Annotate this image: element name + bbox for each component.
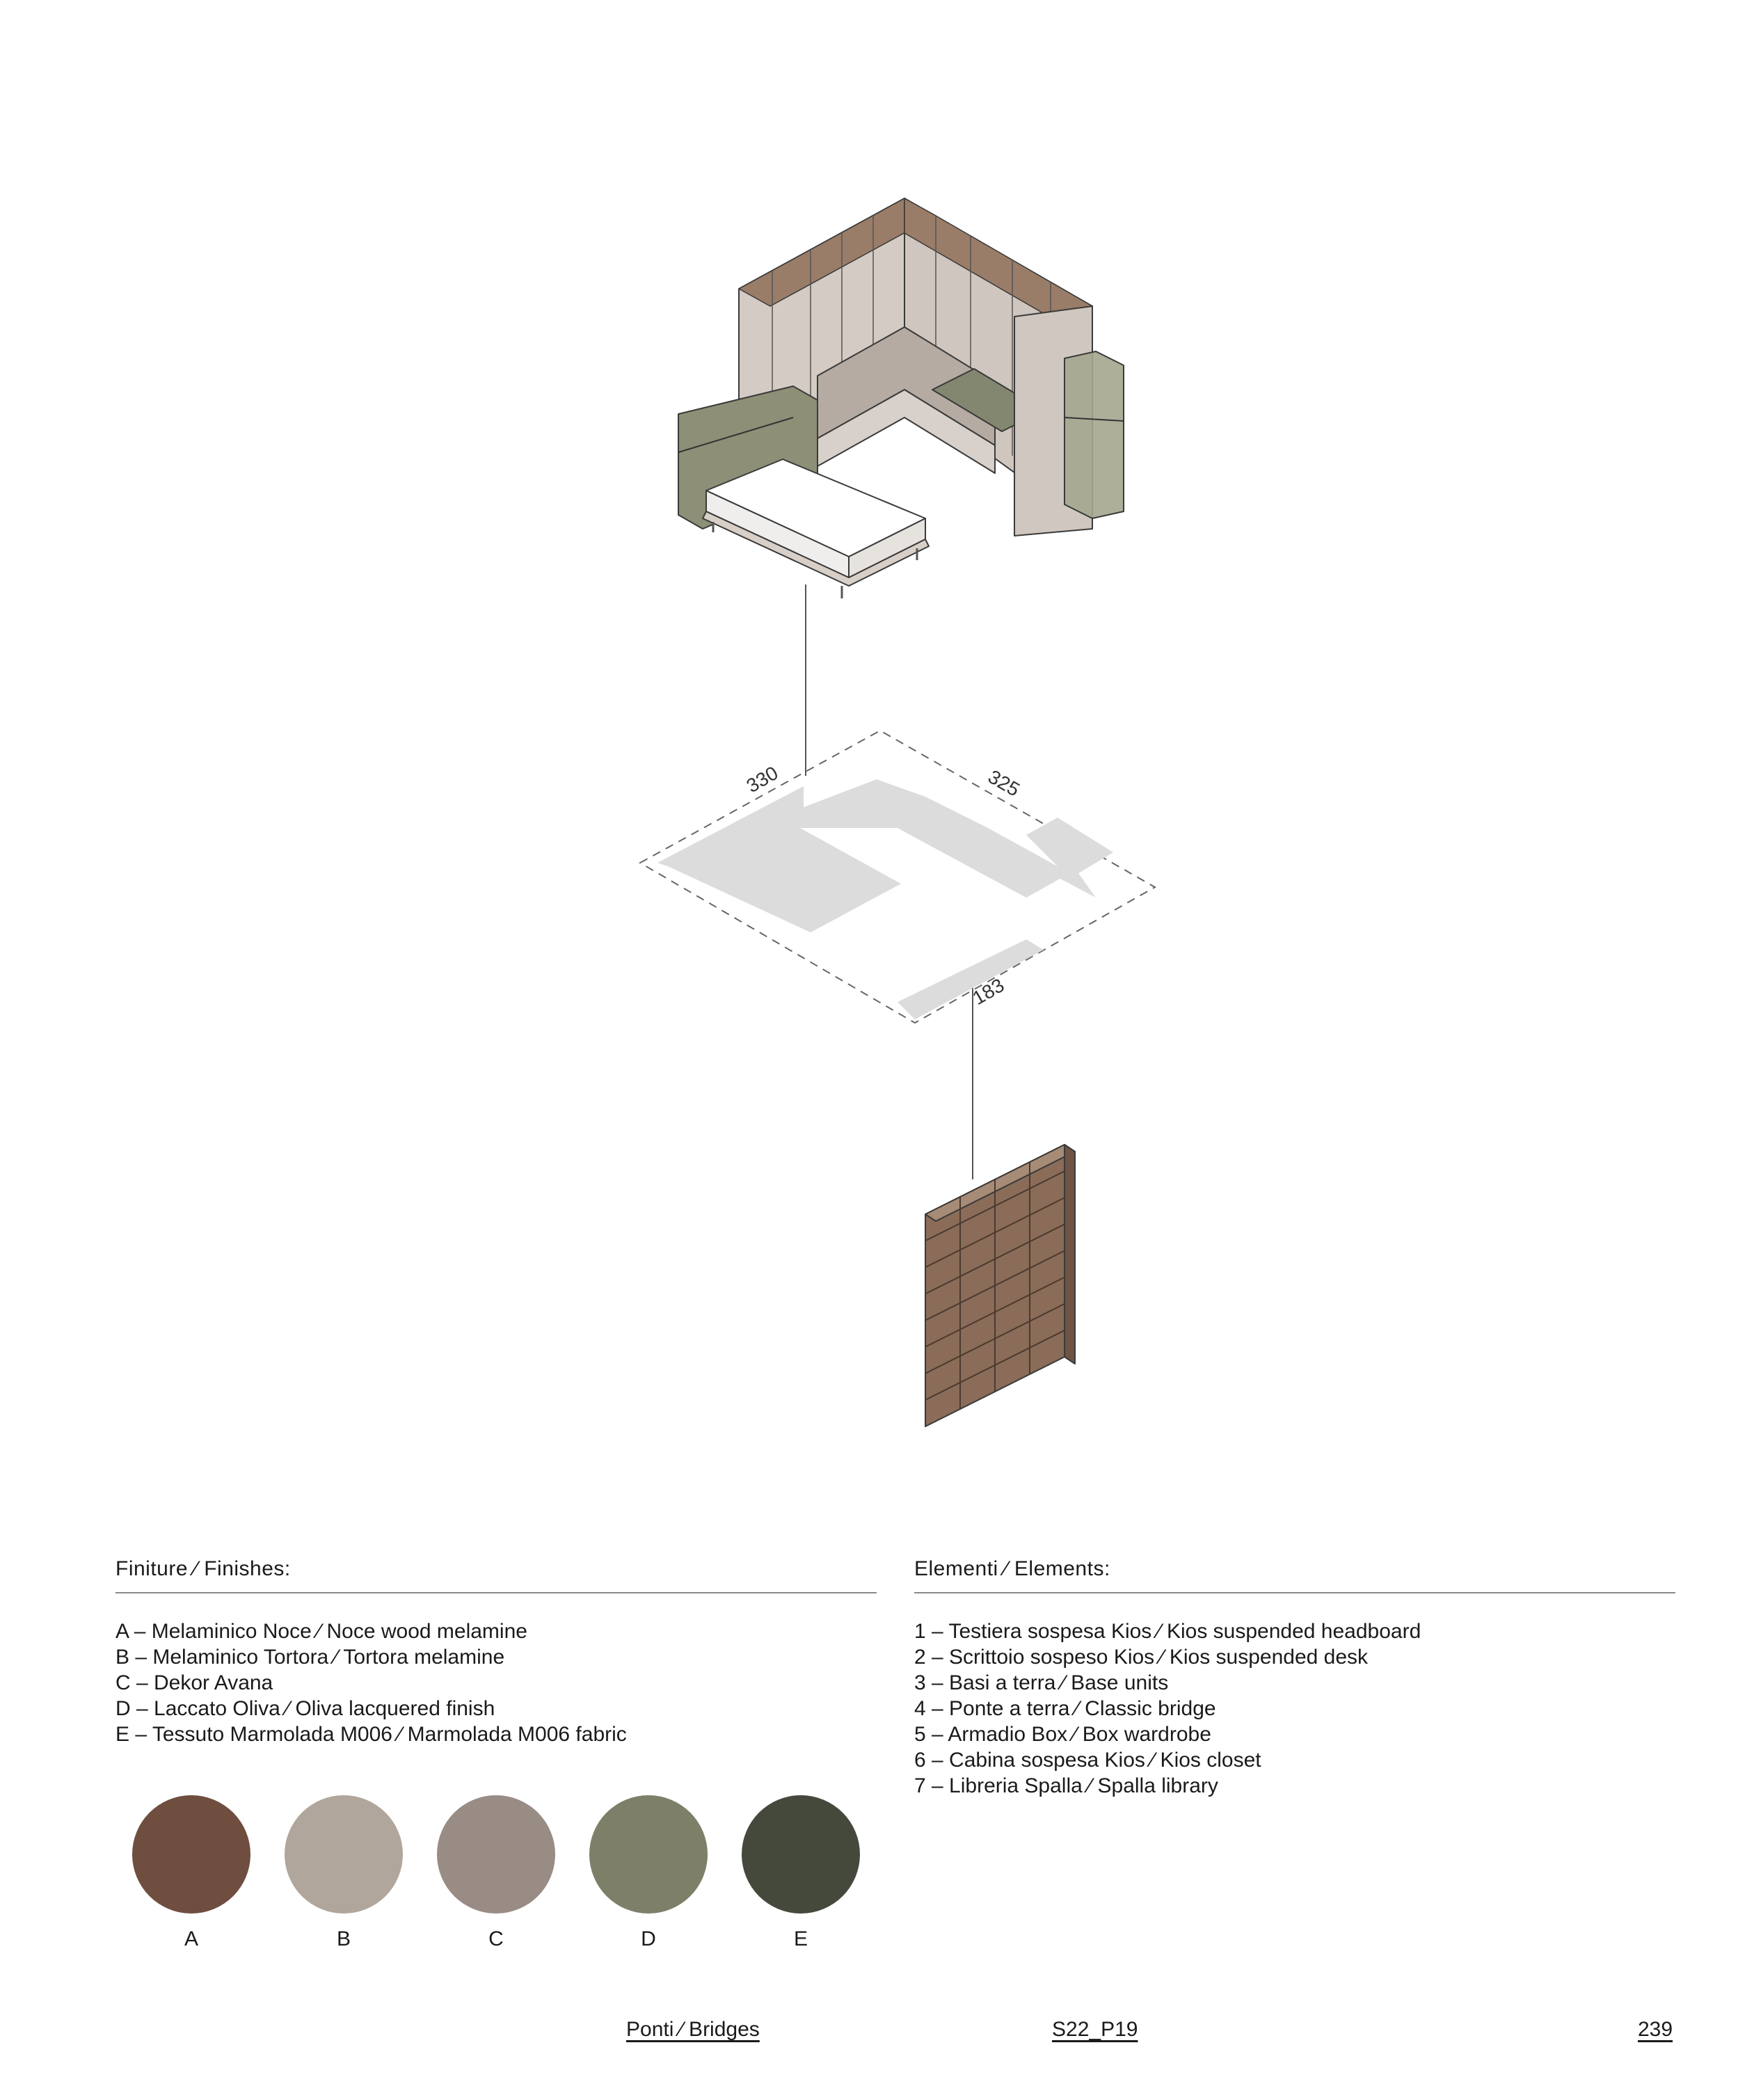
elements-list <box>914 1618 1421 1799</box>
footer-page-number[interactable]: 239 <box>1638 2018 1673 2041</box>
plan-footprint-core <box>657 781 1061 932</box>
swatch-label-d: D <box>641 1927 656 1950</box>
element-item-7: 7 – Libreria Spalla ⁄ Spalla library <box>914 1774 1218 1797</box>
finishes-rule <box>115 1592 877 1593</box>
bedroom-composition <box>678 198 1124 598</box>
element-item-2: 2 – Scrittoio sospeso Kios ⁄ Kios suspended desk <box>914 1646 1369 1669</box>
swatch-a <box>132 1795 250 1914</box>
element-item-3: 3 – Basi a terra ⁄ Base units <box>914 1671 1169 1694</box>
footer-section-link[interactable]: Ponti ⁄ Bridges <box>626 2018 760 2041</box>
swatch-d <box>589 1795 708 1914</box>
finish-item-e: E – Tessuto Marmolada M006 ⁄ Marmolada M006 fabric <box>115 1723 627 1746</box>
finish-item-b: B – Melaminico Tortora ⁄ Tortora melamine <box>115 1646 505 1669</box>
swatch-c <box>437 1795 555 1914</box>
element-item-4: 4 – Ponte a terra ⁄ Classic bridge <box>914 1697 1216 1720</box>
plan-footprint-library <box>898 939 1044 1019</box>
library-side <box>1065 1145 1075 1364</box>
swatch-label-b: B <box>336 1927 351 1950</box>
swatch-e <box>742 1795 860 1914</box>
dim-label-183: 183 <box>968 973 1008 1010</box>
dim-label-325: 325 <box>984 765 1023 801</box>
swatch-label-c: C <box>488 1927 504 1950</box>
spalla-library <box>925 1145 1075 1426</box>
swatch-label-e: E <box>793 1927 808 1950</box>
footer-code-link[interactable]: S22_P19 <box>1052 2018 1138 2041</box>
finishes-title: Finiture ⁄ Finishes: <box>115 1557 291 1580</box>
finishes-list <box>115 1618 627 1747</box>
swatch-label-a: A <box>184 1927 198 1950</box>
element-item-5: 5 – Armadio Box ⁄ Box wardrobe <box>914 1723 1211 1746</box>
element-item-1: 1 – Testiera sospesa Kios ⁄ Kios suspended headboard <box>914 1620 1421 1643</box>
elements-rule <box>914 1592 1675 1593</box>
floor-plan <box>640 731 1155 1023</box>
olive-closet <box>1065 351 1124 518</box>
element-item-6: 6 – Cabina sospesa Kios ⁄ Kios closet <box>914 1749 1261 1772</box>
finish-item-c: C – Dekor Avana <box>115 1671 273 1694</box>
dim-label-330: 330 <box>742 761 782 797</box>
finish-item-d: D – Laccato Oliva ⁄ Oliva lacquered finish <box>115 1697 495 1720</box>
swatch-b <box>285 1795 403 1914</box>
elements-title: Elementi ⁄ Elements: <box>914 1557 1110 1580</box>
finish-item-a: A – Melaminico Noce ⁄ Noce wood melamine <box>115 1620 527 1643</box>
